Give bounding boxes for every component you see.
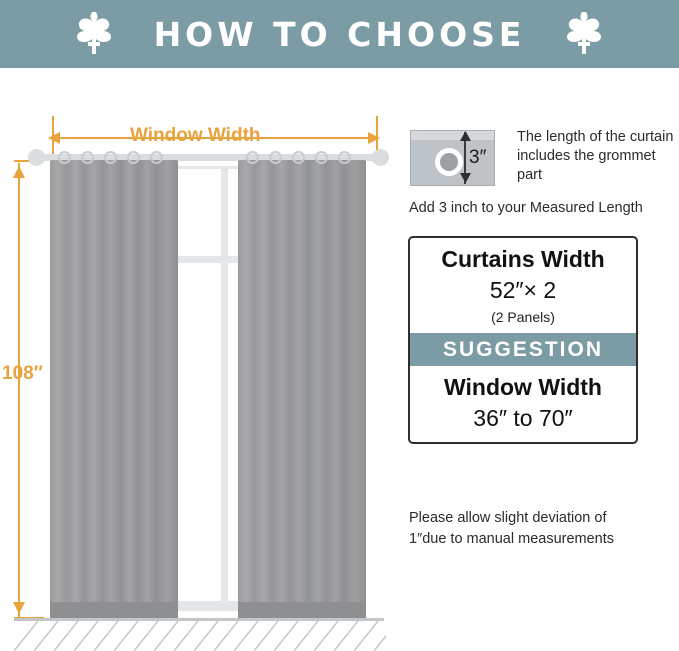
curtain-height-label: 108″ bbox=[2, 363, 43, 384]
window-width-spec-value: 36″ to 70″ bbox=[473, 405, 573, 431]
fleur-de-lis-icon bbox=[62, 10, 122, 58]
width-arrow-left-icon bbox=[46, 130, 64, 146]
info-column bbox=[405, 68, 679, 636]
curtain-panel-right-hem bbox=[238, 602, 366, 618]
curtains-width-value: 52″× 2 bbox=[489, 277, 557, 303]
grommet-arrow-up-icon bbox=[459, 130, 472, 142]
grommet-icon bbox=[127, 151, 140, 164]
curtain-diagram bbox=[0, 68, 400, 636]
deviation-footnote-line2: 1″due to manual measurements bbox=[409, 531, 615, 547]
curtain-height-measure-line bbox=[18, 163, 20, 619]
grommet-description-text: The length of the curtain includes the grommet part bbox=[517, 129, 674, 183]
window-width-spec-label: Window Width bbox=[444, 374, 602, 400]
grommet-arrow-down-icon bbox=[459, 172, 472, 184]
window-sash-vertical bbox=[221, 166, 228, 606]
grommet-icon bbox=[338, 151, 351, 164]
floor-hatching bbox=[14, 621, 386, 651]
grommet-dimension-label: 3″ bbox=[469, 147, 487, 168]
window-width-label: Window Width bbox=[130, 125, 261, 146]
page-title: HOW TO CHOOSE bbox=[153, 14, 526, 54]
width-arrow-right-icon bbox=[364, 130, 382, 146]
suggestion-band-label: SUGGESTION bbox=[410, 333, 636, 366]
grommet-icon bbox=[104, 151, 117, 164]
grommet-icon bbox=[58, 151, 71, 164]
curtain-panel-left-hem bbox=[50, 602, 178, 618]
fleur-de-lis-icon bbox=[552, 10, 612, 58]
header-banner bbox=[0, 0, 679, 68]
grommet-icon bbox=[246, 151, 259, 164]
rod-finial-left bbox=[28, 149, 45, 166]
grommet-icon bbox=[269, 151, 282, 164]
grommet-header-band bbox=[411, 131, 494, 140]
deviation-footnote bbox=[409, 508, 649, 550]
height-arrow-down-icon bbox=[11, 598, 27, 616]
rod-finial-right bbox=[372, 149, 389, 166]
height-arrow-up-icon bbox=[11, 164, 27, 182]
curtains-width-panels-note: (2 Panels) bbox=[491, 309, 555, 325]
deviation-footnote-line1: Please allow slight deviation of bbox=[409, 510, 607, 526]
curtains-width-label: Curtains Width bbox=[441, 246, 605, 272]
grommet-icon bbox=[81, 151, 94, 164]
grommet-icon bbox=[315, 151, 328, 164]
curtain-panel-left bbox=[50, 160, 178, 615]
add-length-note: Add 3 inch to your Measured Length bbox=[409, 200, 643, 216]
suggestion-spec-box bbox=[408, 236, 638, 444]
grommet-icon bbox=[150, 151, 163, 164]
curtain-panel-right bbox=[238, 160, 366, 615]
grommet-icon bbox=[292, 151, 305, 164]
